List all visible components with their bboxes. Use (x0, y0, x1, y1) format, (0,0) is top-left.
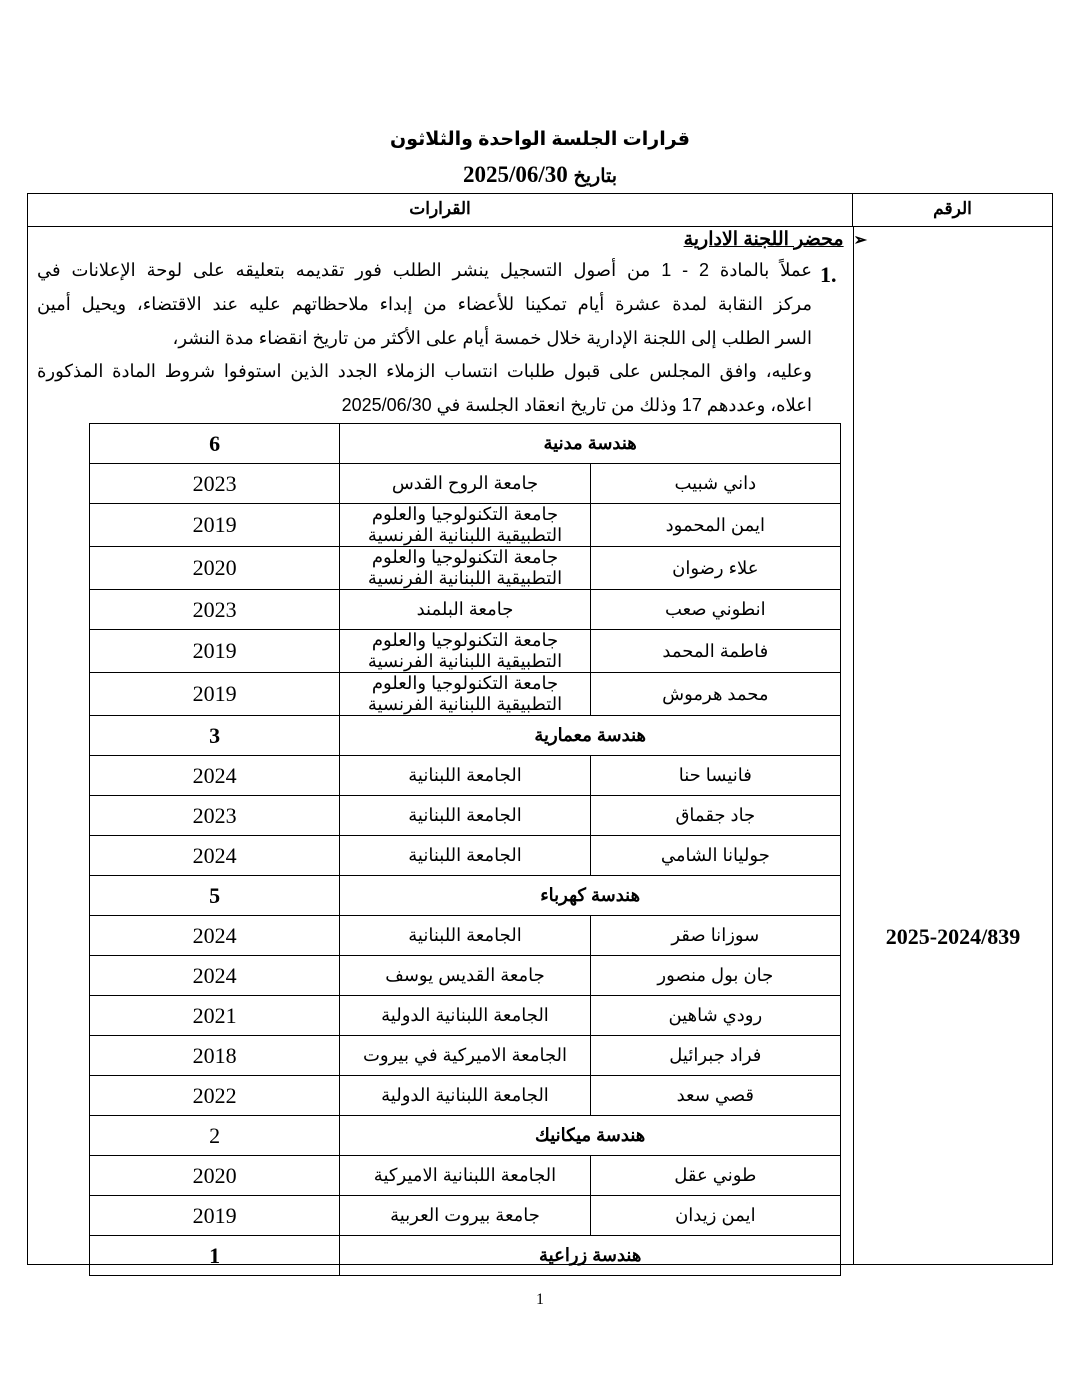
group-count: 5 (90, 876, 340, 916)
group-count: 6 (90, 424, 340, 464)
member-year: 2019 (90, 504, 340, 547)
paragraph-line: مركز النقابة لمدة عشرة أيام تمكينا للأعضاء من إبداء ملاحظاتهم عليه عند الاقتضاء، ويحيل أمين (37, 294, 812, 314)
paragraph-line: اعلاه، وعددهم 17 وذلك من تاريخ انعقاد الجلسة في 2025/06/30 (341, 395, 812, 415)
member-university: الجامعة اللبنانية (340, 836, 590, 876)
member-name: فراد جبرائيل (590, 1036, 840, 1076)
member-name: طوني عقل (590, 1156, 840, 1196)
member-university: جامعة التكنولوجيا والعلوم التطبيقية اللبنانية الفرنسية (340, 504, 590, 547)
group-name: هندسة معمارية (340, 716, 841, 756)
members-table (89, 423, 841, 1276)
member-row (90, 756, 841, 796)
member-name: علاء رضوان (590, 547, 840, 590)
group-header-row (90, 876, 841, 916)
member-row (90, 996, 841, 1036)
member-name: قصي سعد (590, 1076, 840, 1116)
member-name: سوزانا صقر (590, 916, 840, 956)
group-header-row (90, 716, 841, 756)
member-year: 2023 (90, 590, 340, 630)
member-year: 2024 (90, 836, 340, 876)
member-university: الجامعة اللبنانية الدولية (340, 996, 590, 1036)
member-name: رودي شاهين (590, 996, 840, 1036)
column-divider (853, 227, 854, 1265)
member-university: الجامعة اللبنانية (340, 796, 590, 836)
member-row (90, 590, 841, 630)
group-header-row (90, 1236, 841, 1276)
member-name: محمد هرموش (590, 673, 840, 716)
member-row (90, 673, 841, 716)
header-number: الرقم (853, 194, 1052, 227)
member-name: جان بول منصور (590, 956, 840, 996)
member-name: ايمن المحمود (590, 504, 840, 547)
member-university: الجامعة الاميركية في بيروت (340, 1036, 590, 1076)
member-row (90, 1036, 841, 1076)
member-row (90, 836, 841, 876)
member-name: جوليانا الشامي (590, 836, 840, 876)
member-university: الجامعة اللبنانية (340, 756, 590, 796)
member-year: 2019 (90, 673, 340, 716)
member-row (90, 796, 841, 836)
member-university: الجامعة اللبنانية (340, 916, 590, 956)
member-year: 2021 (90, 996, 340, 1036)
member-year: 2020 (90, 1156, 340, 1196)
section-title: محضر اللجنة الادارية (683, 229, 844, 250)
date-prefix: بتاريخ (573, 166, 618, 187)
member-name: ايمن زيدان (590, 1196, 840, 1236)
member-year: 2019 (90, 1196, 340, 1236)
member-name: جاد جقماق (590, 796, 840, 836)
group-header-row (90, 424, 841, 464)
paragraph-line: وعليه، وافق المجلس على قبول طلبات انتساب الزملاء الجدد الذين استوفوا شروط المادة المذكورة (37, 361, 812, 381)
member-university: جامعة التكنولوجيا والعلوم التطبيقية اللبنانية الفرنسية (340, 630, 590, 673)
member-year: 2022 (90, 1076, 340, 1116)
arrow-bullet-icon: ➢ (853, 232, 867, 249)
member-university: جامعة الروح القدس (340, 464, 590, 504)
member-name: فاطمة المحمد (590, 630, 840, 673)
group-count: 1 (90, 1236, 340, 1276)
member-row (90, 1156, 841, 1196)
member-year: 2020 (90, 547, 340, 590)
member-row (90, 1076, 841, 1116)
member-university: الجامعة اللبنانية الاميركية (340, 1156, 590, 1196)
document-title: قرارات الجلسة الواحدة والثلاثون (390, 129, 690, 150)
member-year: 2023 (90, 464, 340, 504)
member-name: فانيسا حنا (590, 756, 840, 796)
group-name: هندسة زراعية (340, 1236, 841, 1276)
member-row (90, 916, 841, 956)
member-row (90, 630, 841, 673)
member-row (90, 956, 841, 996)
member-university: جامعة القديس يوسف (340, 956, 590, 996)
member-row (90, 464, 841, 504)
member-year: 2024 (90, 756, 340, 796)
member-row (90, 504, 841, 547)
paragraph-line: السر الطلب إلى اللجنة الإدارية خلال خمسة أيام على الأكثر من تاريخ انقضاء مدة النشر، (172, 328, 812, 348)
group-count: 3 (90, 716, 340, 756)
member-name: داني شبيب (590, 464, 840, 504)
page-number: 1 (536, 1291, 544, 1308)
member-university: جامعة البلمند (340, 590, 590, 630)
section-heading (684, 228, 867, 251)
member-row (90, 1196, 841, 1236)
table-right-border (840, 423, 841, 1265)
member-row (90, 547, 841, 590)
member-year: 2019 (90, 630, 340, 673)
group-name: هندسة مدنية (340, 424, 841, 464)
decision-number: 2025-2024/839 (885, 924, 1021, 949)
date-value: 2025/06/30 (462, 162, 568, 187)
member-year: 2024 (90, 916, 340, 956)
item-number: 1. (820, 262, 837, 287)
member-year: 2024 (90, 956, 340, 996)
member-year: 2018 (90, 1036, 340, 1076)
member-year: 2023 (90, 796, 340, 836)
group-name: هندسة ميكانيك (340, 1116, 841, 1156)
member-university: جامعة التكنولوجيا والعلوم التطبيقية اللبنانية الفرنسية (340, 547, 590, 590)
member-name: انطوني صعب (590, 590, 840, 630)
group-name: هندسة كهرباء (340, 876, 841, 916)
member-university: جامعة بيروت العربية (340, 1196, 590, 1236)
paragraph-line: عملاً بالمادة 2 - 1 من أصول التسجيل ينشر الطلب فور تقديمه بتعليقه على لوحة الإعلانات في (37, 260, 812, 280)
group-count: 2 (90, 1116, 340, 1156)
member-university: الجامعة اللبنانية الدولية (340, 1076, 590, 1116)
document-date (0, 162, 1080, 188)
member-university: جامعة التكنولوجيا والعلوم التطبيقية اللبنانية الفرنسية (340, 673, 590, 716)
header-decisions: القرارات (28, 194, 853, 227)
group-header-row (90, 1116, 841, 1156)
